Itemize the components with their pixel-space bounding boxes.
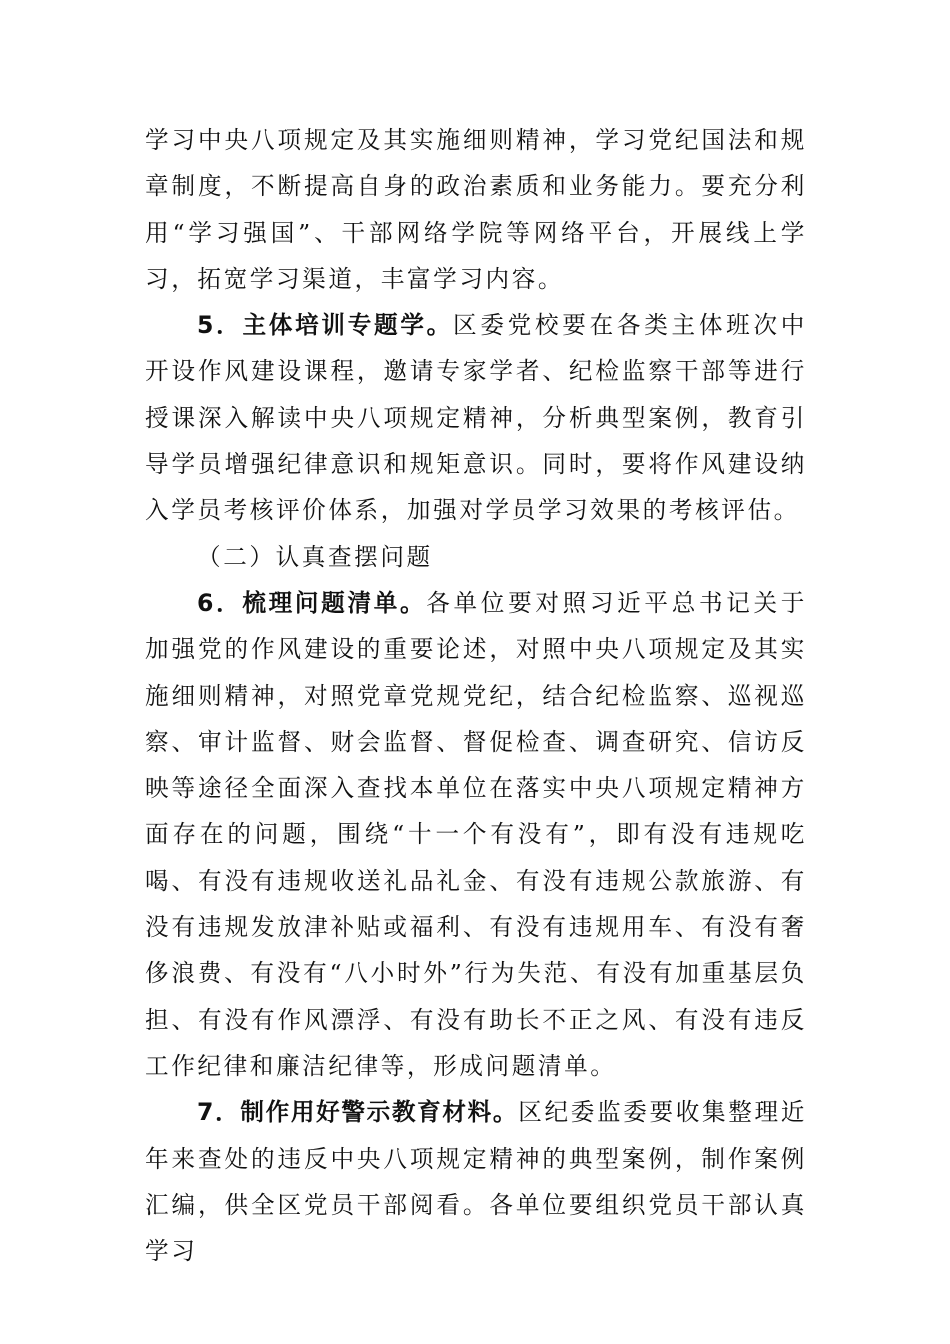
paragraph-study-rules [145, 117, 807, 302]
paragraph-item-5 [145, 302, 807, 533]
item-6-heading: 6．梳理问题清单。 [197, 588, 427, 617]
item-7-heading: 7．制作用好警示教育材料。 [197, 1098, 519, 1127]
section-heading-2 [145, 534, 807, 580]
section-heading-text: （二）认真查摆问题 [197, 542, 433, 571]
item-5-heading: 5．主体培训专题学。 [197, 311, 453, 340]
paragraph-text: 区纪委监委要收集整理近年来查处的违反中央八项规定精神的典型案例，制作案例汇编，供全区党员干部阅看。各单位要组织党员干部认真学习 [145, 1098, 807, 1266]
paragraph-text: 学习中央八项规定及其实施细则精神，学习党纪国法和规章制度，不断提高自身的政治素质和业务能力。要充分利用“学习强国”、干部网络学院等网络平台，开展线上学习，拓宽学习渠道，丰富学习内容。 [145, 126, 807, 293]
paragraph-text: 区委党校要在各类主体班次中开设作风建设课程，邀请专家学者、纪检监察干部等进行授课深入解读中央八项规定精神，分析典型案例，教育引导学员增强纪律意识和规矩意识。同时，要将作风建设纳入学员考核评价体系，加强对学员学习效果的考核评估。 [145, 311, 807, 525]
paragraph-item-6 [145, 580, 807, 1089]
document-body [145, 117, 807, 1274]
paragraph-item-7 [145, 1089, 807, 1274]
paragraph-text: 各单位要对照习近平总书记关于加强党的作风建设的重要论述，对照中央八项规定及其实施细则精神，对照党章党规党纪，结合纪检监察、巡视巡察、审计监督、财会监督、督促检查、调查研究、信访反映等途径全面深入查找本单位在落实中央八项规定精神方面存在的问题，围绕“十一个有没有”，即有没有违规吃喝、有没有违规收送礼品礼金、有没有违规公款旅游、有没有违规发放津补贴或福利、有没有违规用车、有没有奢侈浪费、有没有“八小时外”行为失范、有没有加重基层负担、有没有作风漂浮、有没有助长不正之风、有没有违反工作纪律和廉洁纪律等，形成问题清单。 [145, 588, 807, 1080]
